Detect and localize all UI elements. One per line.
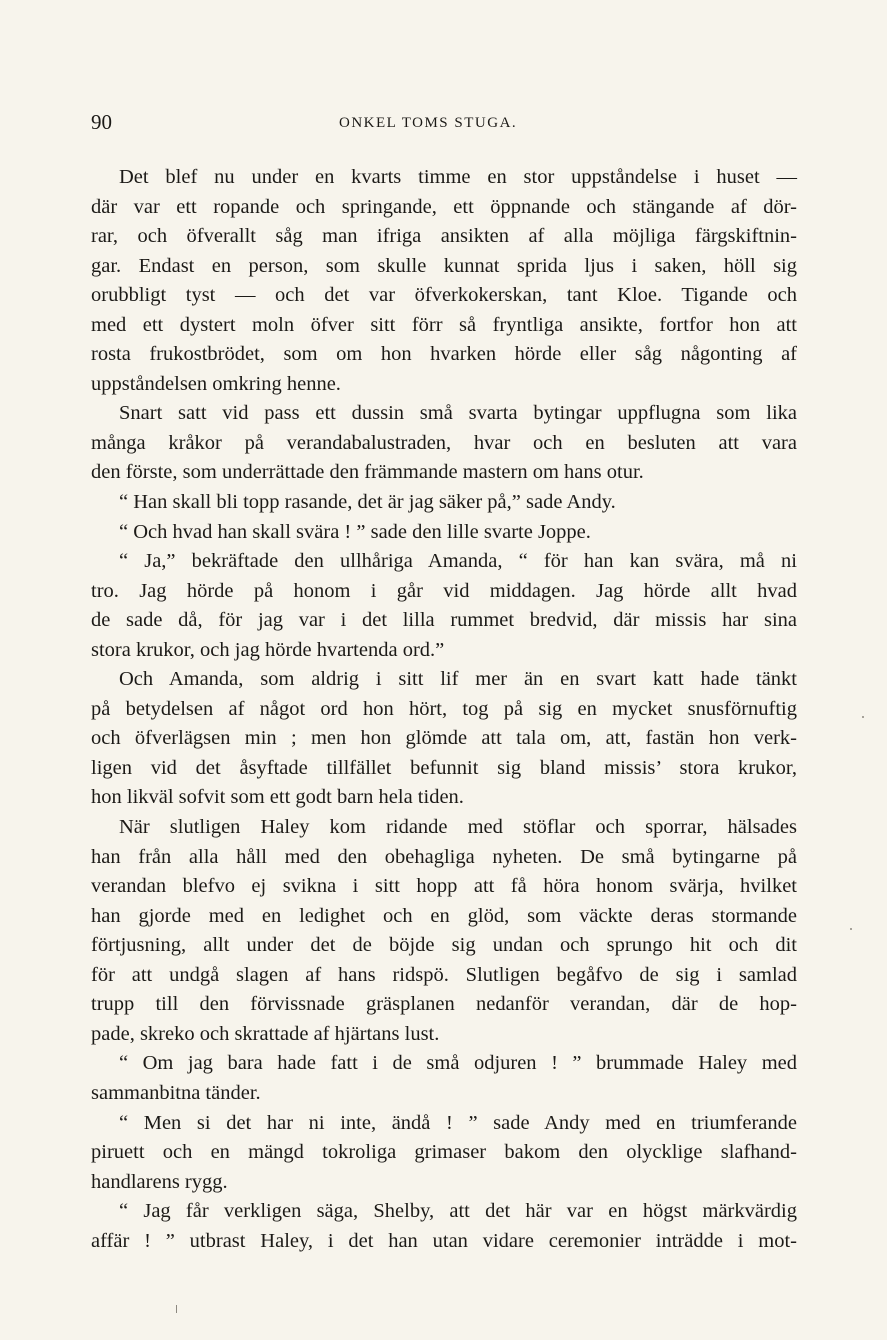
text-line: När slutligen Haley kom ridande med stöflar och sporrar, hälsades bbox=[119, 816, 797, 839]
page-header bbox=[91, 110, 797, 140]
text-line: pade, skreko och skrattade af hjärtans lust. bbox=[91, 1022, 440, 1045]
text-line: verandan blefvo ej svikna i sitt hopp att få höra honom svärja, hvilket bbox=[91, 875, 797, 898]
text-line: rosta frukostbrödet, som om hon hvarken hörde eller såg någonting af bbox=[91, 343, 797, 366]
text-line: tro. Jag hörde på honom i går vid middagen. Jag hörde allt hvad bbox=[91, 579, 797, 602]
text-line: där var ett ropande och springande, ett öppnande och stängande af dör- bbox=[91, 195, 797, 218]
text-line: Det blef nu under en kvarts timme en stor uppståndelse i huset — bbox=[119, 166, 797, 188]
text-line: han från alla håll med den obehagliga nyheten. De små bytingarne på bbox=[91, 845, 797, 868]
text-line: “ Men si det har ni inte, ändå ! ” sade Andy med en triumferande bbox=[119, 1111, 797, 1134]
page-number: 90 bbox=[91, 110, 112, 134]
paper-speck bbox=[850, 928, 852, 930]
body-text bbox=[91, 163, 797, 1256]
text-line: stora krukor, och jag hörde hvartenda ord.” bbox=[91, 638, 445, 661]
text-line: och öfverlägsen min ; men hon glömde att tala om, att, fastän hon verk- bbox=[91, 727, 797, 750]
text-line: orubbligt tyst — och det var öfverkokerskan, tant Kloe. Tigande och bbox=[91, 284, 797, 307]
text-line: trupp till den förvissnade gräsplanen nedanför verandan, där de hop- bbox=[91, 993, 797, 1016]
text-line: piruett och en mängd tokroliga grimaser bakom den olycklige slafhand- bbox=[91, 1141, 797, 1164]
text-line: “ Om jag bara hade fatt i de små odjuren ! ” brummade Haley med bbox=[119, 1052, 797, 1075]
text-line: “ Och hvad han skall svära ! ” sade den lille svarte Joppe. bbox=[119, 520, 591, 543]
text-line: de sade då, för jag var i det lilla rummet bredvid, där missis har sina bbox=[91, 609, 797, 632]
text-line: gar. Endast en person, som skulle kunnat sprida ljus i saken, höll sig bbox=[91, 254, 797, 277]
text-line: “ Ja,” bekräftade den ullhåriga Amanda, “ för han kan svära, må ni bbox=[119, 550, 797, 573]
text-line: Och Amanda, som aldrig i sitt lif mer än en svart katt hade tänkt bbox=[119, 668, 797, 691]
text-line: Snart satt vid pass ett dussin små svarta bytingar uppflugna som lika bbox=[119, 402, 797, 425]
text-line: hon likväl sofvit som ett godt barn hela tiden. bbox=[91, 786, 464, 809]
text-line: förtjusning, allt under det de böjde sig undan och sprungo hit och dit bbox=[91, 934, 797, 957]
text-line: den förste, som underrättade den främmande mastern om hans otur. bbox=[91, 461, 644, 484]
paper-speck bbox=[862, 716, 864, 718]
text-line: på betydelsen af något ord hon hört, tog på sig en mycket snusförnuftig bbox=[91, 697, 797, 720]
running-title: ONKEL TOMS STUGA. bbox=[339, 115, 518, 131]
text-line: rar, och öfverallt såg man ifriga ansikten af alla möjliga färgskiftnin- bbox=[91, 225, 797, 248]
text-line: “ Han skall bli topp rasande, det är jag säker på,” sade Andy. bbox=[119, 491, 616, 514]
text-line: för att undgå slagen af hans ridspö. Slutligen begåfvo de sig i samlad bbox=[91, 963, 797, 986]
text-line: sammanbitna tänder. bbox=[91, 1081, 261, 1104]
text-line: med ett dystert moln öfver sitt förr så fryntliga ansikte, fortfor hon att bbox=[91, 313, 797, 336]
text-line: många kråkor på verandabalustraden, hvar och en besluten att vara bbox=[91, 431, 797, 454]
text-line: han gjorde med en ledighet och en glöd, som väckte deras stormande bbox=[91, 904, 797, 927]
text-line: ligen vid det åsyftade tillfället befunnit sig bland missis’ stora krukor, bbox=[91, 756, 797, 779]
paper-speck bbox=[176, 1305, 177, 1313]
text-line: handlarens rygg. bbox=[91, 1170, 228, 1193]
text-line: uppståndelsen omkring henne. bbox=[91, 372, 341, 395]
text-line: affär ! ” utbrast Haley, i det han utan vidare ceremonier inträdde i mot- bbox=[91, 1229, 797, 1252]
text-line: “ Jag får verkligen säga, Shelby, att det här var en högst märkvärdig bbox=[119, 1200, 797, 1223]
